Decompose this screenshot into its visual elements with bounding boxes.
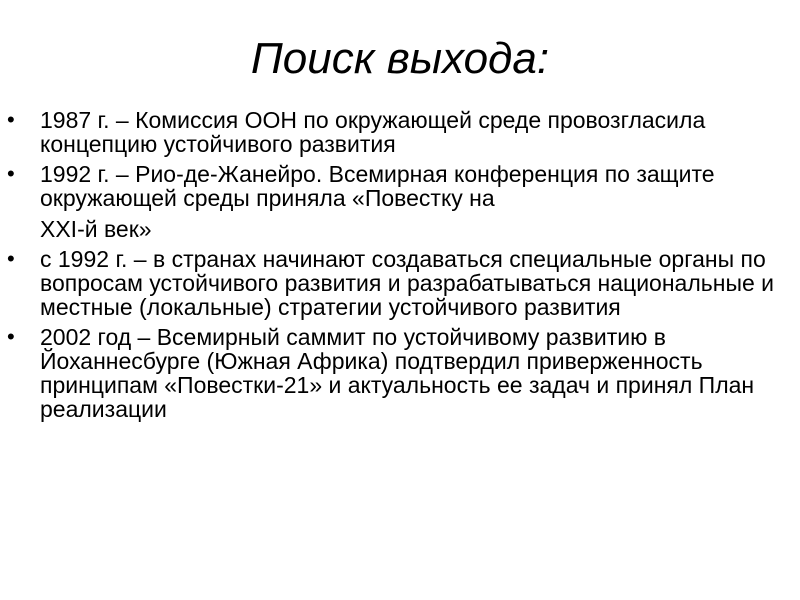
bullet-dot-icon: • bbox=[7, 107, 15, 132]
bullet-item-2002 bbox=[7, 324, 780, 422]
bullet-list bbox=[7, 107, 780, 427]
bullet-text: с 1992 г. – в странах начинают создаваться специальные органы по вопросам устойчивого развития и разрабатываться национальные и местные (локальные) стратегии устойчивого развития bbox=[40, 246, 775, 320]
bullet-item-since-1992 bbox=[7, 246, 780, 320]
bullet-item-1992 bbox=[7, 161, 780, 242]
bullet-text: 1987 г. – Комиссия ООН по окружающей среде провозгласила концепцию устойчивого развития bbox=[40, 107, 706, 157]
bullet-text: 1992 г. – Рио-де-Жанейро. Всемирная конференция по защите окружающей среды приняла «Повестку на bbox=[40, 161, 715, 211]
bullet-dot-icon: • bbox=[7, 324, 15, 349]
bullet-dot-icon: • bbox=[7, 161, 15, 186]
bullet-item-1987 bbox=[7, 107, 780, 157]
bullet-text: 2002 год – Всемирный саммит по устойчивому развитию в Йоханнесбурге (Южная Африка) подтвердил приверженность принципам «Повестки-21» и актуальность ее задач и принял План реализации bbox=[40, 324, 755, 422]
bullet-dot-icon: • bbox=[7, 246, 15, 271]
slide-title: Поиск выхода: bbox=[250, 34, 550, 83]
bullet-continuation: XXI-й век» bbox=[40, 216, 152, 242]
